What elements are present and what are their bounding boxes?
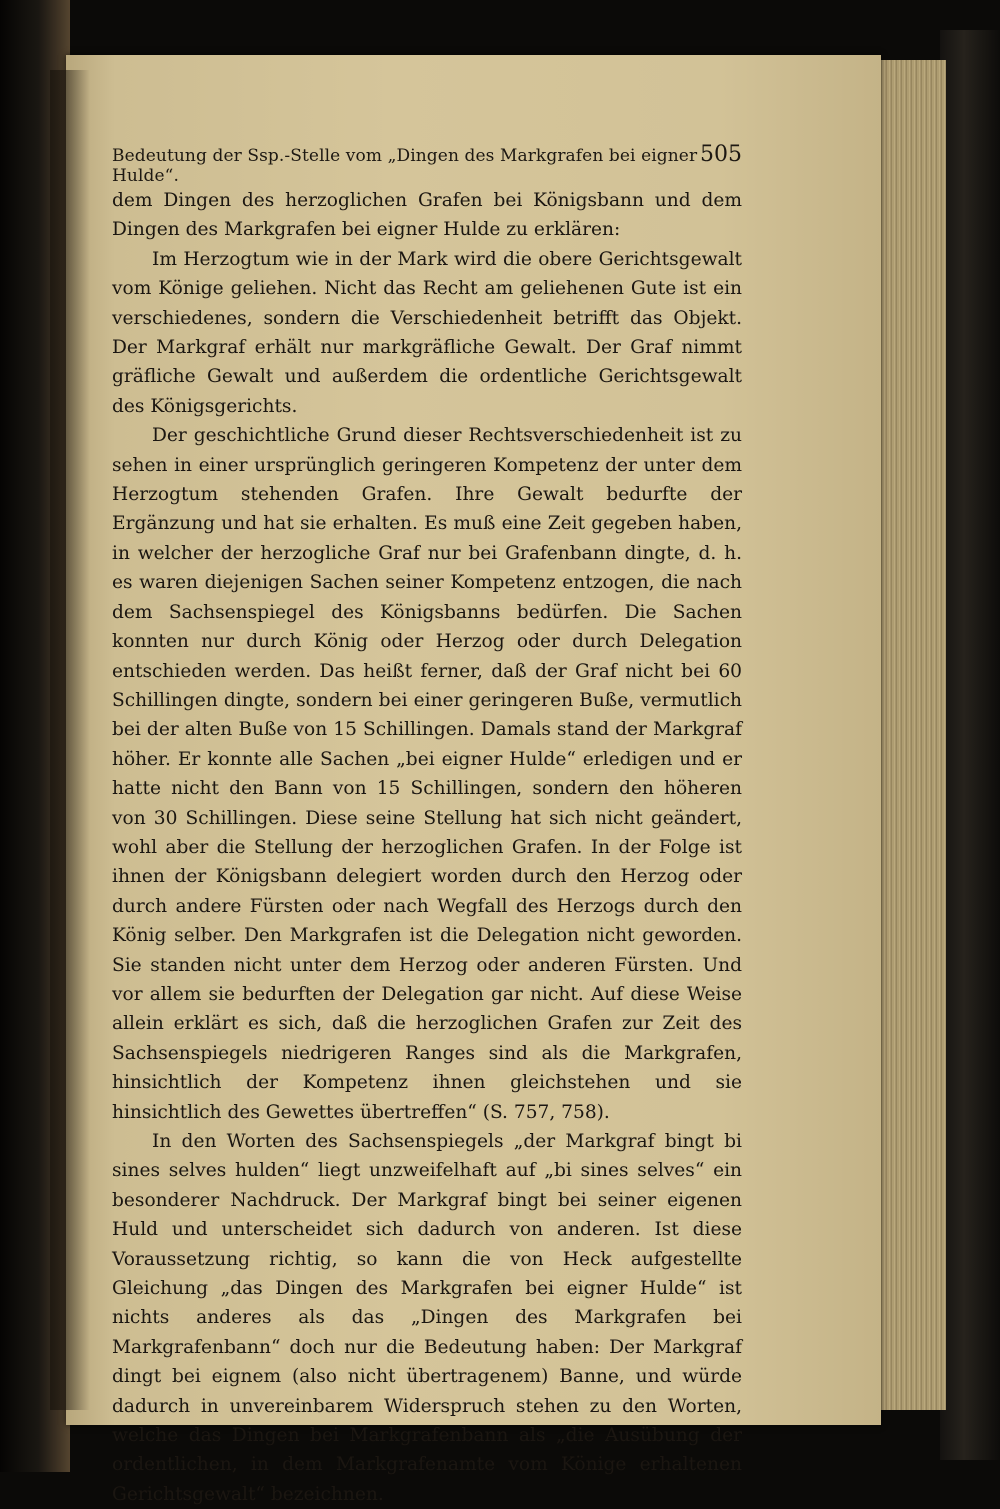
running-header — [112, 142, 742, 186]
page-edges — [878, 60, 946, 1410]
body-text — [112, 186, 742, 1509]
paragraph: Im Herzogtum wie in der Mark wird die obere Gerichtsgewalt vom Könige geliehen. Nicht das Recht am geliehenen Gute ist ein verschiedenes, sondern die Verschiedenheit betrifft das Objekt. Der Markgraf erhält nur markgräfliche Gewalt. Der Graf nimmt gräfliche Gewalt und außerdem die ordentliche Gerichtsgewalt des Königsgerichts. — [112, 248, 742, 417]
paragraph: In den Worten des Sachsenspiegels „der Markgraf bingt bi sines selves hulden“ liegt unzweifelhaft auf „bi sines selves“ ein besonderer Nachdruck. Der Markgraf bingt bei seiner eigenen Huld und unterscheidet sich dadurch von anderen. Ist diese Voraussetzung richtig, so kann die von Heck aufgestellte Gleichung „das Dingen des Markgrafen bei eigner Hulde“ ist nichts anderes als das „Dingen des Markgrafen bei Markgrafenbann“ doch nur die Bedeutung haben: Der Markgraf dingt bei eignem (also nicht übertragenem) Banne, und würde dadurch in unvereinbarem Widerspruch stehen zu den Worten, welche das Dingen bei Markgrafenbann als „die Ausübung der ordentlichen, in dem Markgrafenamte vom Könige erhaltenen Gerichtsgewalt“ bezeichnen. — [112, 1131, 742, 1505]
page-number: 505 — [700, 142, 742, 167]
running-title: Bedeutung der Ssp.-Stelle vom „Dingen des Markgrafen bei eigner Hulde“. — [112, 146, 698, 186]
paragraph: Der geschichtliche Grund dieser Rechtsverschiedenheit ist zu sehen in einer ursprünglich geringeren Kompetenz der unter dem Herzogtum stehenden Grafen. Ihre Gewalt bedurfte der Ergänzung und hat sie erhalten. Es muß eine Zeit gegeben haben, in welcher der herzogliche Graf nur bei Grafenbann dingte, d. h. es waren diejenigen Sachen seiner Kompetenz entzogen, die nach dem Sachsenspiegel des Königsbanns bedürfen. Die Sachen konnten nur durch König oder Herzog oder durch Delegation entschieden werden. Das heißt ferner, daß der Graf nicht bei 60 Schillingen dingte, sondern bei einer geringeren Buße, vermutlich bei der alten Buße von 15 Schillingen. Damals stand der Markgraf höher. Er konnte alle Sachen „bei eigner Hulde“ erledigen und er hatte nicht den Bann von 15 Schillingen, sondern den höheren von 30 Schillingen. Diese seine Stellung hat sich nicht geändert, wohl aber die Stellung der herzoglichen Grafen. In der Folge ist ihnen der Königsbann delegiert worden durch den Herzog oder durch andere Fürsten oder nach Wegfall des Herzogs durch den König selber. Den Markgrafen ist die Delegation nicht geworden. Sie standen nicht unter dem Herzog oder anderen Fürsten. Und vor allem sie bedurften der Delegation gar nicht. Auf diese Weise allein erklärt es sich, daß die herzoglichen Grafen zur Zeit des Sachsenspiegels niedrigeren Ranges sind als die Markgrafen, hinsichtlich der Kompetenz ihnen gleichstehen und sie hinsichtlich des Gewettes übertreffen“ (S. 757, 758). — [112, 425, 742, 1123]
book-cover-right — [940, 30, 1000, 1460]
paragraph: dem Dingen des herzoglichen Grafen bei Königsbann und dem Dingen des Markgrafen bei eigner Hulde zu erklären: — [112, 190, 742, 241]
spine-shadow — [50, 70, 90, 1410]
